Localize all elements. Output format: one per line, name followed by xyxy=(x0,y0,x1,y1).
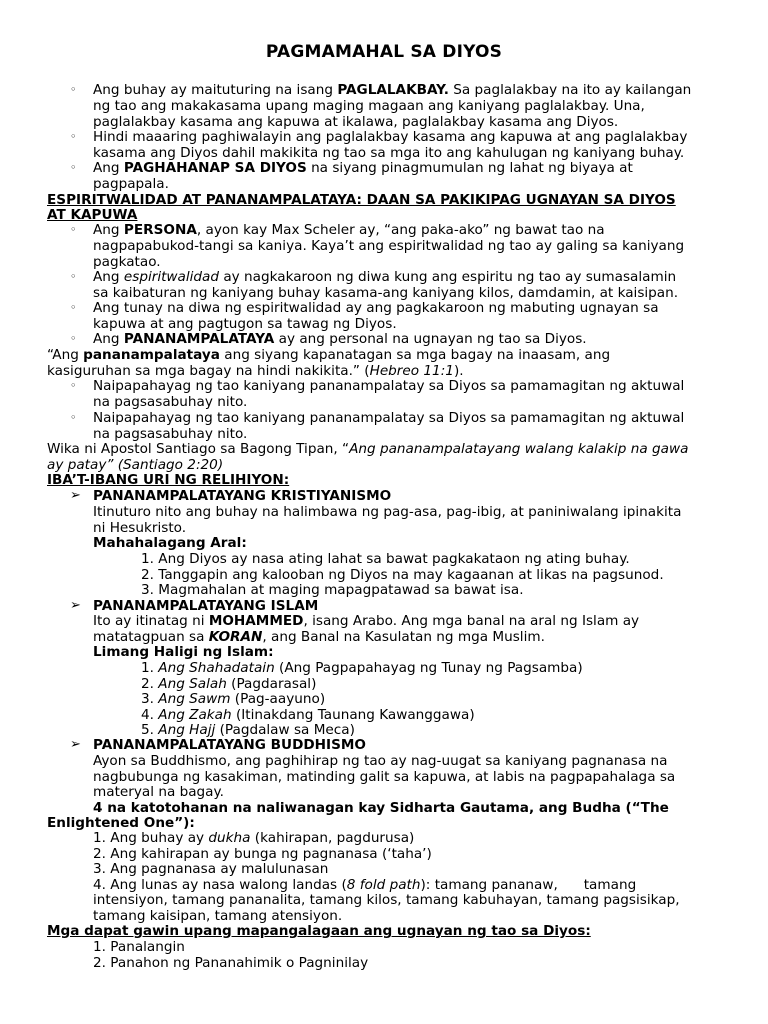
budd-line2: nagbubunga ng kasakiman, matinding galit sa kapuwa, at labis na pagpapahalaga sa xyxy=(93,769,676,785)
budd-truth-heading: 4 na katotohanan na naliwanagan kay Sidharta Gautama, ang Budha (“The xyxy=(93,800,669,816)
islam-haligi-label: Limang Haligi ng Islam: xyxy=(93,644,274,660)
sec1-b1-line2: nagpapabukod-tangi sa kaniya. Kaya’t ang espiritwalidad ng tao ay galing sa kaniyang xyxy=(93,238,685,254)
intro-b1-line3: paglalakbay kasama ang kapuwa at ikalawa, paglalakbay kasama ang Diyos. xyxy=(93,114,619,130)
budd-truth-heading-cont: Enlightened One”): xyxy=(47,815,195,831)
sec1-b3-line2: kapuwa at ang pagtugon sa tawag ng Diyos. xyxy=(93,316,397,332)
sec1-b2-line1: Ang espiritwalidad ay nagkakaroon ng diwa kung ang espiritu ng tao ay sumasalamin xyxy=(93,269,677,285)
budd-truth-item-cont: tamang kaisipan, tamang atensiyon. xyxy=(93,908,343,924)
budd-title: PANANAMPALATAYANG BUDDHISMO xyxy=(93,737,366,753)
bullet-icon: ◦ xyxy=(70,332,77,345)
bullet-icon: ◦ xyxy=(70,379,77,392)
bullet-icon: ◦ xyxy=(70,301,77,314)
krist-aral-item: 2. Tanggapin ang kalooban ng Diyos na may kagaanan at likas na pagsunod. xyxy=(141,567,664,583)
sec1-b3-line1: Ang tunay na diwa ng espiritwalidad ay ang pagkakaroon ng mabuting ugnayan sa xyxy=(93,300,659,316)
intro-b1-line2: ng tao ang makakasama upang maging magaan ang kaniyang paglalakbay. Una, xyxy=(93,98,645,114)
sec1-b6-line1: Naipapahayag ng tao kaniyang pananampalatay sa Diyos sa pamamagitan ng aktuwal xyxy=(93,410,685,426)
sec1-b6-line2: na pagsasabuhay nito. xyxy=(93,426,248,442)
islam-line2: matatagpuan sa KORAN, ang Banal na Kasulatan ng mga Muslim. xyxy=(93,629,545,645)
intro-b3-line2: pagpapala. xyxy=(93,176,169,192)
intro-b3-line1: Ang PAGHAHANAP SA DIYOS na siyang pinagmumulan ng lahat ng biyaya at xyxy=(93,160,633,176)
islam-pillar: 3. Ang Sawm (Pag-aayuno) xyxy=(141,691,326,707)
budd-truth-item: 3. Ang pagnanasa ay malulunasan xyxy=(93,861,329,877)
islam-pillar: 5. Ang Hajj (Pagdalaw sa Meca) xyxy=(141,722,355,738)
section-heading-relihiyon: IBA’T-IBANG URI NG RELIHIYON: xyxy=(47,472,290,488)
sec1-b5-line2: na pagsasabuhay nito. xyxy=(93,394,248,410)
budd-truth-item-cont: intensiyon, tamang pananalita, tamang kilos, tamang kabuhayan, tamang pagsisikap, xyxy=(93,892,680,908)
bullet-icon: ◦ xyxy=(70,161,77,174)
wika-line1: Wika ni Apostol Santiago sa Bagong Tipan, “Ang pananampalatayang walang kalakip na gawa xyxy=(47,441,689,457)
islam-title: PANANAMPALATAYANG ISLAM xyxy=(93,598,319,614)
islam-pillar: 1. Ang Shahadatain (Ang Pagpapahayag ng Tunay ng Pagsamba) xyxy=(141,660,583,676)
krist-aral-label: Mahahalagang Aral: xyxy=(93,535,247,551)
arrow-bullet-icon: ➢ xyxy=(70,737,81,752)
bullet-icon: ◦ xyxy=(70,270,77,283)
ugnayan-item: 2. Panahon ng Pananahimik o Pagninilay xyxy=(93,955,369,971)
budd-truth-item: 2. Ang kahirapan ay bunga ng pagnanasa (‘taha’) xyxy=(93,846,432,862)
bullet-icon: ◦ xyxy=(70,411,77,424)
sec1-b2-line2: sa kaibaturan ng kaniyang buhay kasama-ang kaniyang kilos, damdamin, at kaisipan. xyxy=(93,285,679,301)
page-title: PAGMAMAHAL SA DIYOS xyxy=(265,42,503,62)
arrow-bullet-icon: ➢ xyxy=(70,488,81,503)
krist-line2: ni Hesukristo. xyxy=(93,520,187,536)
budd-line1: Ayon sa Buddhismo, ang paghihirap ng tao ay nag-uugat sa kaniyang pagnanasa na xyxy=(93,753,668,769)
quote-line1: “Ang pananampalataya ang siyang kapanatagan sa mga bagay na inaasam, ang xyxy=(47,347,611,363)
sec1-b4-line1: Ang PANANAMPALATAYA ay ang personal na ugnayan ng tao sa Diyos. xyxy=(93,331,587,347)
ugnayan-item: 1. Panalangin xyxy=(93,939,185,955)
budd-truth-item: 1. Ang buhay ay dukha (kahirapan, pagdurusa) xyxy=(93,830,415,846)
krist-aral-item: 3. Magmahalan at maging mapagpatawad sa bawat isa. xyxy=(141,582,524,598)
krist-aral-item: 1. Ang Diyos ay nasa ating lahat sa bawat pagkakataon ng ating buhay. xyxy=(141,551,630,567)
bullet-icon: ◦ xyxy=(70,223,77,236)
sec1-b1-line3: pagkatao. xyxy=(93,254,161,270)
islam-pillar: 2. Ang Salah (Pagdarasal) xyxy=(141,676,317,692)
islam-line1: Ito ay itinatag ni MOHAMMED, isang Arabo. Ang mga banal na aral ng Islam ay xyxy=(93,613,640,629)
intro-b2-line2: kasama ang Diyos dahil makikita ng tao sa mga ito ang kahulugan ng kaniyang buhay. xyxy=(93,145,685,161)
krist-line1: Itinuturo nito ang buhay na halimbawa ng pag-asa, pag-ibig, at paniniwalang ipinakita xyxy=(93,504,682,520)
section-heading-cont: AT KAPUWA xyxy=(47,207,138,223)
krist-title: PANANAMPALATAYANG KRISTIYANISMO xyxy=(93,488,392,504)
wika-line2: ay patay” (Santiago 2:20) xyxy=(47,457,224,473)
sec1-b1-line1: Ang PERSONA, ayon kay Max Scheler ay, “ang paka-ako” ng bawat tao na xyxy=(93,222,605,238)
intro-b1-line1: Ang buhay ay maituturing na isang PAGLALAKBAY. Sa paglalakbay na ito ay kailangan xyxy=(93,82,692,98)
islam-pillar: 4. Ang Zakah (Itinakdang Taunang Kawanggawa) xyxy=(141,707,475,723)
bullet-icon: ◦ xyxy=(70,83,77,96)
intro-b2-line1: Hindi maaaring paghiwalayin ang paglalakbay kasama ang kapuwa at ang paglalakbay xyxy=(93,129,688,145)
arrow-bullet-icon: ➢ xyxy=(70,598,81,613)
section-heading-ugnayan: Mga dapat gawin upang mapangalagaan ang ugnayan ng tao sa Diyos: xyxy=(47,923,591,939)
budd-truth-item: 4. Ang lunas ay nasa walong landas (8 fold path): tamang pananaw, tamang xyxy=(93,877,637,893)
sec1-b5-line1: Naipapahayag ng tao kaniyang pananampalatay sa Diyos sa pamamagitan ng aktuwal xyxy=(93,378,685,394)
bullet-icon: ◦ xyxy=(70,130,77,143)
budd-line3: materyal na bagay. xyxy=(93,784,224,800)
quote-line2: kasiguruhan sa mga bagay na hindi nakikita.” (Hebreo 11:1). xyxy=(47,363,464,379)
section-heading: ESPIRITWALIDAD AT PANANAMPALATAYA: DAAN SA PAKIKIPAG UGNAYAN SA DIYOS xyxy=(47,192,676,208)
